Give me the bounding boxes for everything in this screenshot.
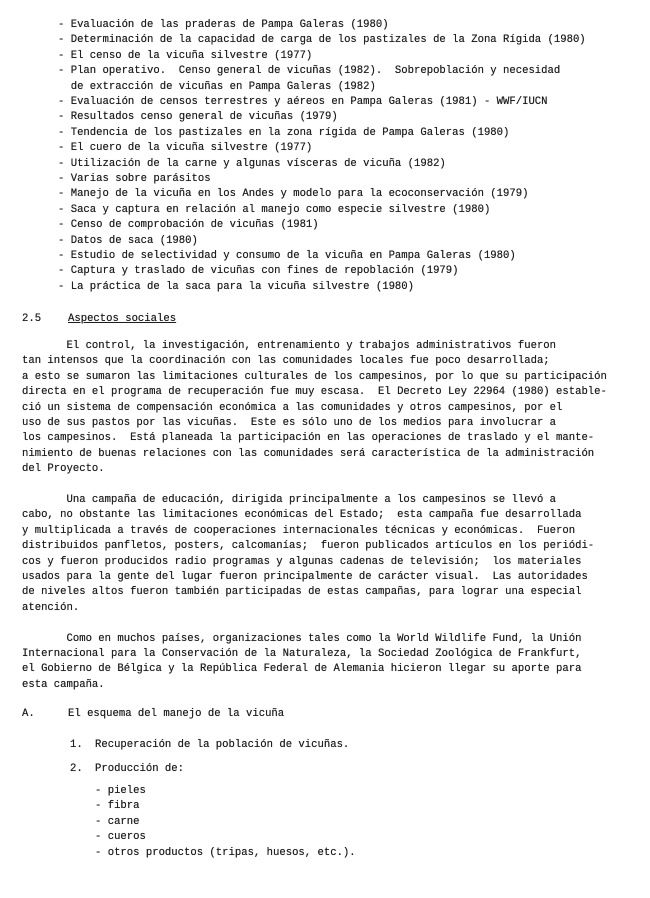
report-list-item: de extracción de vicuñas en Pampa Galeras (1982) bbox=[58, 80, 376, 93]
report-list-item: - Manejo de la vicuña en los Andes y modelo para la ecoconservación (1979) bbox=[58, 188, 529, 201]
paragraph-line: y multiplicada a través de cooperaciones internacionales técnicas y económicas. Fueron bbox=[22, 524, 576, 537]
report-list-item: - Estudio de selectividad y consumo de la vicuña en Pampa Galeras (1980) bbox=[58, 250, 516, 262]
product-item: - cueros bbox=[95, 831, 146, 844]
scheme-item-number: 2. bbox=[70, 763, 83, 775]
section-number: 2.5 bbox=[22, 313, 42, 325]
paragraph-line: los campesinos. Está planeada la participación en las operaciones de traslado y el mante- bbox=[22, 432, 595, 445]
paragraph-line: distribuidos panfletos, posters, calcomanías; fueron publicados artículos en los periódi- bbox=[22, 540, 595, 553]
report-list-item: - Censo de comprobación de vicuñas (1981) bbox=[58, 219, 319, 232]
report-list-item: - Tendencia de los pastizales en la zona rígida de Pampa Galeras (1980) bbox=[58, 126, 510, 139]
paragraph-line: nimiento de buenas relaciones con las comunidades será característica de la administración bbox=[22, 447, 595, 460]
section-title: Aspectos sociales bbox=[68, 313, 177, 325]
paragraph-line: atención. bbox=[22, 601, 80, 614]
paragraph-line: esta campaña. bbox=[22, 678, 105, 691]
scheme-item-text: Producción de: bbox=[95, 763, 185, 775]
paragraph-line: Como en muchos países, organizaciones tales como la World Wildlife Fund, la Unión bbox=[22, 632, 582, 645]
paragraph-line: cabo, no obstante las limitaciones económicas del Estado; esta campaña fue desarrollada bbox=[22, 509, 582, 522]
report-list-item: - Resultados censo general de vicuñas (1979) bbox=[58, 111, 338, 124]
scheme-item-text: Recuperación de la población de vicuñas. bbox=[95, 739, 350, 751]
report-list-item: - Evaluación de censos terrestres y aéreos en Pampa Galeras (1981) - WWF/IUCN bbox=[58, 96, 548, 108]
paragraph-line: a esto se sumaron las limitaciones culturales de los campesinos, por lo que su participación bbox=[22, 370, 607, 383]
product-item: - otros productos (tripas, huesos, etc.). bbox=[95, 846, 356, 859]
scheme-title: El esquema del manejo de la vicuña bbox=[68, 708, 285, 720]
paragraph-line: de niveles altos fueron también participadas de estas campañas, para lograr una especial bbox=[22, 586, 582, 599]
paragraph-line: Una campaña de educación, dirigida principalmente a los campesinos se llevó a bbox=[22, 494, 557, 506]
paragraph-line: el Gobierno de Bélgica y la República Federal de Alemania hicieron llegar su aporte para bbox=[22, 663, 582, 676]
paragraph-line: del Proyecto. bbox=[22, 463, 105, 476]
product-item: - pieles bbox=[95, 785, 146, 797]
paragraph-line: ció un sistema de compensación económica a las comunidades y otros campesinos, por el bbox=[22, 401, 563, 414]
report-list-item: - La práctica de la saca para la vicuña silvestre (1980) bbox=[58, 280, 415, 293]
report-list-item: - Captura y traslado de vicuñas con fines de repoblación (1979) bbox=[58, 265, 459, 278]
report-list-item: - Determinación de la capacidad de carga de los pastizales de la Zona Rígida (1980) bbox=[58, 34, 586, 47]
report-list-item: - Varias sobre parásitos bbox=[58, 173, 211, 185]
paragraph-line: directa en el programa de recuperación fue muy escasa. El Decreto Ley 22964 (1980) estable- bbox=[22, 386, 607, 399]
product-item: - carne bbox=[95, 815, 140, 828]
report-list-item: - El cuero de la vicuña silvestre (1977) bbox=[58, 142, 313, 155]
report-list-item: - Datos de saca (1980) bbox=[58, 234, 198, 247]
scheme-letter: A. bbox=[22, 708, 35, 720]
paragraph-line: Internacional para la Conservación de la Naturaleza, la Sociedad Zoológica de Frankfurt, bbox=[22, 648, 582, 660]
paragraph-line: usados para la gente del lugar fueron principalmente de carácter visual. Las autoridades bbox=[22, 571, 588, 583]
report-list-item: - El censo de la vicuña silvestre (1977) bbox=[58, 49, 313, 62]
report-list-item: - Plan operativo. Censo general de vicuñas (1982). Sobrepoblación y necesidad bbox=[58, 65, 561, 78]
report-list-item: - Evaluación de las praderas de Pampa Galeras (1980) bbox=[58, 19, 389, 31]
scheme-item-number: 1. bbox=[70, 739, 83, 751]
product-item: - fibra bbox=[95, 800, 140, 813]
paragraph-line: El control, la investigación, entrenamiento y trabajos administrativos fueron bbox=[22, 340, 557, 352]
paragraph-line: tan intensos que la coordinación con las comunidades locales fue poco desarrollada; bbox=[22, 355, 550, 368]
paragraph-line: cos y fueron producidos radio programas y algunas cadenas de televisión; los materiales bbox=[22, 555, 582, 568]
report-list-item: - Utilización de la carne y algunas vísceras de vicuña (1982) bbox=[58, 157, 446, 170]
paragraph-line: uso de sus pastos por las vicuñas. Este es sólo uno de los medios para involucrar a bbox=[22, 417, 557, 429]
report-list-item: - Saca y captura en relación al manejo como especie silvestre (1980) bbox=[58, 203, 491, 216]
